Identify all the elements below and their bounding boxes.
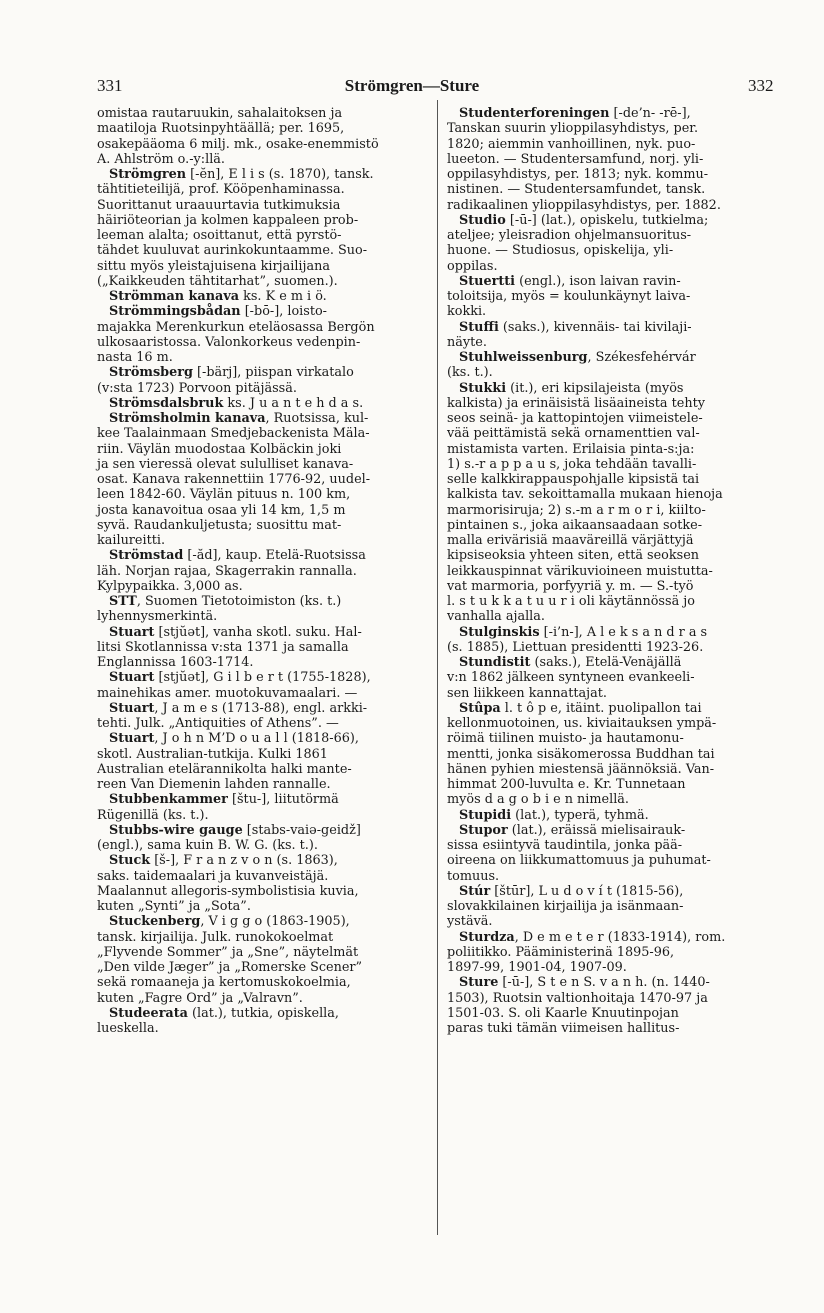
- text-line: [97, 670, 427, 685]
- text-line: [97, 548, 427, 563]
- text-line: [447, 213, 777, 228]
- page-header: [0, 76, 824, 98]
- headword-line: Stubbenkammer [štu-], liitutörmä: [109, 792, 339, 808]
- text-line: kalkista tav. sekoittamalla mukaan hienoja: [447, 487, 723, 503]
- text-line: [447, 274, 777, 289]
- headword-line: Strömstad [-ăd], kaup. Etelä-Ruotsissa: [109, 548, 366, 564]
- text-line: [97, 365, 427, 380]
- text-line: leen 1842-60. Väylän pituus n. 100 km,: [97, 487, 351, 503]
- text-line: Australian etelärannikolta halki mante-: [97, 761, 352, 777]
- page-number-left: 331: [97, 76, 123, 95]
- text-line: kellonmuotoinen, us. kiviaitauksen ympä-: [447, 716, 717, 731]
- text-line: [97, 731, 427, 746]
- headword-line: Stupor (lat.), eräissä mielisairauk-: [459, 822, 686, 838]
- text-line: [447, 808, 777, 823]
- text-line: v:n 1862 jälkeen syntyneen evankeeli-: [447, 670, 695, 686]
- headword-line: Strömman kanava ks. K e m i ö.: [109, 289, 327, 304]
- text-line: (engl.), sama kuin B. W. G. (ks. t.).: [97, 838, 318, 853]
- text-line: tansk. kirjailija. Julk. runokokoelmat: [97, 929, 334, 945]
- text-line: röimä tiilinen muisto- ja hautamonu-: [447, 731, 684, 747]
- text-line: näyte.: [447, 334, 487, 350]
- text-line: reen Van Diemenin lahden rannalle.: [97, 777, 331, 792]
- headword-line: Strömsberg [-bärj], piispan virkatalo: [109, 365, 354, 381]
- text-line: omistaa rautaruukin, sahalaitoksen ja: [97, 106, 343, 121]
- text-line: 1501-03. S. oli Kaarle Knuutinpojan: [447, 1005, 679, 1021]
- text-line: skotl. Australian-tutkija. Kulki 1861: [97, 746, 328, 762]
- text-line: 1897-99, 1901-04, 1907-09.: [447, 960, 627, 975]
- text-line: leikkauspinnat värikuvioineen muistutta-: [447, 563, 713, 579]
- text-line: nasta 16 m.: [97, 350, 173, 365]
- text-line: Kylpypaikka. 3,000 as.: [97, 578, 243, 594]
- headword-line: Stuckenberg, V i g g o (1863-1905),: [109, 914, 350, 930]
- headword-line: Stûpa l. t ô p e, itäint. puolipallon tai: [459, 700, 702, 716]
- text-line: [97, 289, 427, 304]
- text-line: himmat 200-luvulta e. Kr. Tunnetaan: [447, 777, 686, 792]
- text-line: [97, 823, 427, 838]
- headword-line: Stuart [stjŭət], vanha skotl. suku. Hal-: [109, 624, 362, 640]
- text-line: A. Ahlström o.-y:llä.: [97, 151, 225, 167]
- text-line: sekä romaaneja ja kertomuskokoelmia,: [97, 975, 351, 991]
- text-line: sen liikkeen kannattajat.: [447, 685, 607, 701]
- text-line: mistamista varten. Erilaisia pinta-s:ja:: [447, 441, 695, 457]
- headword-line: Stuhlweissenburg, Székesfehérvár: [459, 350, 696, 365]
- text-line: [447, 823, 777, 838]
- text-line: lyhennysmerkintä.: [97, 609, 218, 625]
- headword-line: Stuart, J a m e s (1713-88), engl. arkki-: [109, 700, 368, 716]
- text-line: ystävä.: [447, 914, 493, 930]
- text-line: [97, 594, 427, 609]
- headword-line: Stupidi (lat.), typerä, tyhmä.: [459, 807, 649, 823]
- text-line: ateljee; yleisradion ohjelmansuoritus-: [447, 228, 692, 243]
- text-line: „Flyvende Sommer” ja „Sne”, näytelmät: [97, 944, 359, 960]
- column-divider: [437, 100, 438, 1235]
- text-line: nistinen. — Studentersamfundet, tansk.: [447, 182, 706, 198]
- headword-line: Strömmingsbådan [-bō-], loisto-: [109, 304, 327, 320]
- text-line: vää peittämistä sekä ornamenttien val-: [447, 426, 700, 442]
- right-column: [447, 106, 777, 1036]
- text-line: 1820; aiemmin vanhoillinen, nyk. puo-: [447, 136, 696, 152]
- text-line: [447, 381, 777, 396]
- text-line: kailureitti.: [97, 533, 166, 548]
- headword-line: Stundistit (saks.), Etelä-Venäjällä: [459, 655, 682, 670]
- left-column: [97, 106, 427, 1036]
- text-line: Rügenillä (ks. t.).: [97, 807, 209, 823]
- text-line: [97, 1006, 427, 1021]
- headword-line: Stuart, J o h n M’D o u a l l (1818-66),: [109, 731, 359, 747]
- text-line: syvä. Raudankuljetusta; suosittu mat-: [97, 517, 342, 533]
- text-line: maatiloja Ruotsinpyhtäällä; per. 1695,: [97, 121, 345, 137]
- text-line: [447, 106, 777, 121]
- text-line: vat marmoria, porfyyriä y. m. — S.-työ: [447, 578, 694, 594]
- text-line: [97, 625, 427, 640]
- text-line: (ks. t.).: [447, 365, 493, 381]
- text-line: Suorittanut uraauurtavia tutkimuksia: [97, 197, 341, 213]
- text-line: ulkosaaristossa. Valonkorkeus vedenpin-: [97, 334, 361, 350]
- text-line: toloitsija, myös = koulunkäynyt laiva-: [447, 289, 691, 304]
- text-line: saks. taidemaalari ja kuvanveistäjä.: [97, 868, 329, 884]
- text-line: kuten „Synti” ja „Sota”.: [97, 899, 251, 914]
- text-line: mainehikas amer. muotokuvamaalari. —: [97, 685, 358, 701]
- text-line: [447, 701, 777, 716]
- headword-line: Stúr [štūr], L u d o v í t (1815-56),: [459, 883, 684, 899]
- text-line: kokki.: [447, 304, 487, 320]
- text-line: osakepääoma 6 milj. mk., osake-enemmistö: [97, 136, 379, 152]
- text-line: sissa esiintyvä taudintila, jonka pää-: [447, 838, 683, 853]
- text-line: kipsiseoksia yhteen siten, että seoksen: [447, 548, 700, 564]
- text-line: tähdet kuuluvat aurinkokuntaamme. Suo-: [97, 243, 368, 259]
- headword-line: Stukki (it.), eri kipsilajeista (myös: [459, 380, 684, 396]
- text-line: radikaalinen ylioppilasyhdistys, per. 1882.: [447, 197, 721, 213]
- text-line: kalkista) ja erinäisistä lisäaineista tehty: [447, 395, 705, 411]
- headword-line: Studeerata (lat.), tutkia, opiskella,: [109, 1005, 339, 1021]
- headword-line: Strömsdalsbruk ks. J u a n t e h d a s.: [109, 395, 364, 411]
- text-line: vanhalla ajalla.: [447, 609, 545, 625]
- text-line: 1) s.-r a p p a u s, joka tehdään tavalli-: [447, 456, 697, 472]
- text-line: ja sen vieressä olevat sululliset kanava-: [97, 456, 354, 472]
- text-line: oireena on liikkumattomuus ja puhumat-: [447, 853, 711, 869]
- text-line: myös d a g o b i e n nimellä.: [447, 792, 629, 808]
- text-line: [97, 792, 427, 807]
- text-line: [447, 625, 777, 640]
- text-line: lueeton. — Studentersamfund, norj. yli-: [447, 151, 704, 167]
- text-line: oppilasyhdistys, per. 1813; nyk. kommu-: [447, 167, 709, 182]
- text-line: [447, 884, 777, 899]
- text-line: (s. 1885), Liettuan presidentti 1923-26.: [447, 639, 704, 655]
- text-line: kuten „Fagre Ord” ja „Valravn”.: [97, 990, 303, 1006]
- headword-line: Strömsholmin kanava, Ruotsissa, kul-: [109, 411, 369, 426]
- page-number-right: 332: [748, 76, 774, 95]
- text-line: [97, 701, 427, 716]
- text-line: Englannissa 1603-1714.: [97, 655, 254, 670]
- text-line: „Den vilde Jæger” ja „Romerske Scener”: [97, 960, 363, 975]
- text-line: [447, 350, 777, 365]
- text-line: poliitikko. Pääministerinä 1895-96,: [447, 944, 675, 960]
- text-line: [447, 320, 777, 335]
- text-line: tehti. Julk. „Antiquities of Athens”. —: [97, 716, 339, 731]
- text-line: pintainen s., joka aikaansaadaan sotke-: [447, 517, 703, 533]
- text-line: („Kaikkeuden tähtitarhat”, suomen.).: [97, 273, 338, 289]
- text-line: josta kanavoitua osaa yli 14 km, 1,5 m: [97, 502, 346, 518]
- text-line: häiriöteorian ja kolmen kappaleen prob-: [97, 212, 359, 228]
- text-line: selle kalkkirappauspohjalle kipsistä tai: [447, 472, 700, 487]
- text-line: [97, 411, 427, 426]
- text-line: [97, 396, 427, 411]
- text-line: tomuus.: [447, 868, 500, 884]
- text-line: oppilas.: [447, 258, 498, 274]
- text-line: Maalannut allegoris-symbolistisia kuvia,: [97, 883, 359, 899]
- text-line: leeman alalta; osoittanut, että pyrstö-: [97, 228, 342, 243]
- text-line: [97, 304, 427, 319]
- text-line: seos seinä- ja kattopintojen viimeistele-: [447, 411, 703, 426]
- text-line: (v:sta 1723) Porvoon pitäjässä.: [97, 380, 297, 396]
- text-line: huone. — Studiosus, opiskelija, yli-: [447, 243, 674, 259]
- text-line: sittu myös yleistajuisena kirjailijana: [97, 258, 330, 274]
- headword-line: Stuffi (saks.), kivennäis- tai kivilaji-: [459, 319, 692, 335]
- headword-line: Stuertti (engl.), ison laivan ravin-: [459, 273, 681, 289]
- text-line: 1503), Ruotsin valtionhoitaja 1470-97 ja: [447, 990, 708, 1006]
- text-line: kee Taalainmaan Smedjebackenista Mäla-: [97, 426, 370, 442]
- headword-line: Stubbs-wire gauge [stabs-vaiə-geidž]: [109, 822, 361, 838]
- text-line: tähtitieteilijä, prof. Kööpenhaminassa.: [97, 182, 345, 198]
- headword-line: Sture [-ū-], S t e n S. v a n h. (n. 1440-: [459, 975, 710, 991]
- text-line: [97, 853, 427, 868]
- text-line: [97, 914, 427, 929]
- text-line: mentti, jonka sisäkomerossa Buddhan tai: [447, 746, 715, 762]
- text-line: Tanskan suurin ylioppilasyhdistys, per.: [447, 121, 699, 137]
- text-line: litsi Skotlannissa v:sta 1371 ja samalla: [97, 639, 349, 655]
- headword-line: STT, Suomen Tietotoimiston (ks. t.): [109, 594, 342, 609]
- text-line: marmorisiruja; 2) s.-m a r m o r i, kiilto-: [447, 502, 706, 518]
- text-line: läh. Norjan rajaa, Skagerrakin rannalla.: [97, 563, 357, 579]
- text-line: hänen pyhien miestensä jäännöksiä. Van-: [447, 761, 715, 777]
- text-line: majakka Merenkurkun eteläosassa Bergön: [97, 319, 375, 335]
- headword-line: Stuart [stjŭət], G i l b e r t (1755-1828),: [109, 670, 371, 686]
- text-line: lueskella.: [97, 1021, 159, 1036]
- text-line: [97, 167, 427, 182]
- headword-line: Studenterforeningen [-de’n- -rē-],: [459, 106, 691, 121]
- headword-line: Stuck [š-], F r a n z v o n (s. 1863),: [109, 853, 338, 869]
- text-line: [447, 975, 777, 990]
- text-line: [447, 655, 777, 670]
- text-line: osat. Kanava rakennettiin 1776-92, uudel-: [97, 472, 371, 487]
- text-line: riin. Väylän muodostaa Kolbäckin joki: [97, 441, 342, 457]
- headword-line: Stulginskis [-i’n-], A l e k s a n d r a s: [459, 624, 708, 640]
- text-line: paras tuki tämän viimeisen hallitus-: [447, 1021, 680, 1036]
- text-line: [447, 930, 777, 945]
- running-title: Strömgren—Sture: [344, 76, 480, 95]
- text-line: slovakkilainen kirjailija ja isänmaan-: [447, 899, 684, 914]
- text-line: l. s t u k k a t u u r i oli käytännössä jo: [447, 594, 695, 609]
- headword-line: Sturdza, D e m e t e r (1833-1914), rom.: [459, 929, 726, 945]
- headword-line: Strömgren [-ĕn], E l i s (s. 1870), tansk.: [109, 167, 374, 182]
- headword-line: Studio [-ū-] (lat.), opiskelu, tutkielma;: [459, 212, 709, 228]
- text-line: malla erivärisiä maaväreillä värjättyjä: [447, 533, 694, 548]
